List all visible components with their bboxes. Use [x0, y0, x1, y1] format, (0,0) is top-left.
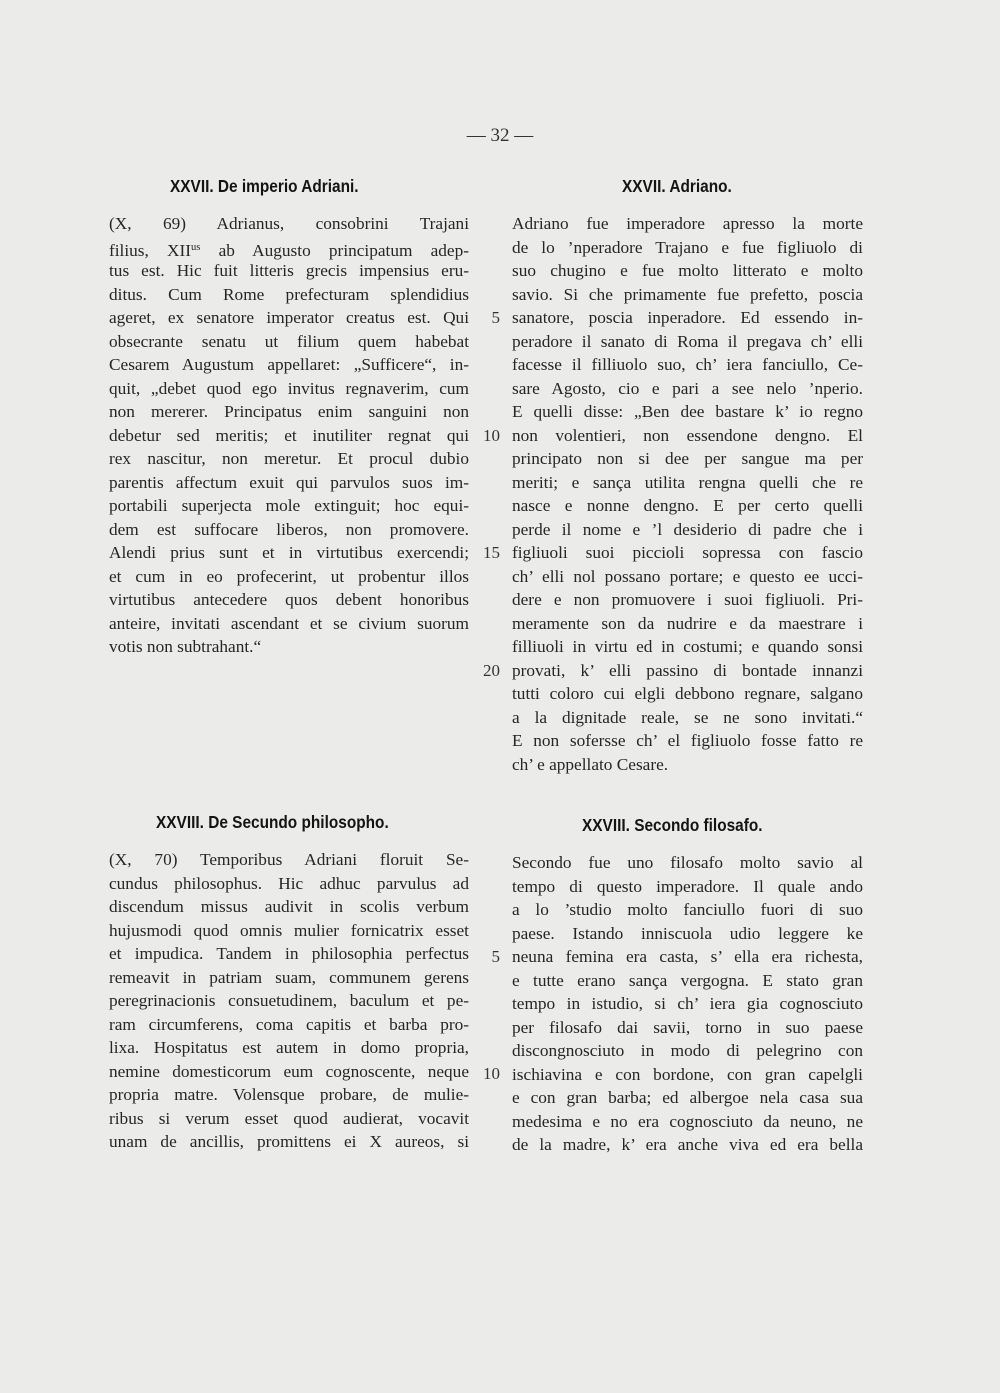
text-line: (X, 69) Adrianus, consobrini Trajani — [109, 214, 469, 233]
line-number: 5 — [491, 308, 500, 327]
latin-text-xxviii — [109, 848, 469, 1154]
text-line: perde il nome e ’l desiderio di padre che i — [512, 519, 863, 539]
text-line: nasce e nonne dengno. E per certo quelli — [512, 496, 863, 515]
text-line — [109, 236, 469, 260]
text-line: quit, „debet quod ego invitus regnaverim, cum — [109, 378, 469, 398]
text-line: tempo di questo imperadore. Il quale ando — [512, 876, 863, 896]
text-line: e tutte erano sança vergogna. E stato gran — [512, 970, 863, 990]
text-line: portabili superjecta mole extinguit; hoc equi- — [109, 496, 469, 515]
vernacular-text-xxvii — [512, 212, 863, 776]
line-number: 5 — [491, 947, 500, 966]
text-line: votis non subtrahant.“ — [109, 637, 262, 656]
text-line: de la madre, k’ era anche viva ed era bella — [512, 1135, 863, 1154]
line-number: 10 — [483, 426, 500, 445]
text-line: a lo ’studio molto fanciullo fuori di suo — [512, 900, 863, 919]
text-line: ch’ elli nol possano portare; e questo ee ucci- — [512, 566, 863, 586]
text-line: (X, 70) Temporibus Adriani floruit Se- — [109, 850, 469, 869]
text-fragment: filius, XII — [109, 240, 192, 260]
text-line: propria matre. Volensque probare, de mulie- — [109, 1085, 469, 1104]
text-line: meramente son da nudrire e da maestrare i — [512, 613, 863, 633]
text-line: a la dignitade reale, se ne sono invitati.“ — [512, 707, 863, 727]
latin-text-xxvii — [109, 212, 469, 659]
ordinal-superscript: us — [191, 241, 201, 253]
text-line: filliuoli in virtu ed in costumi; e quando sonsi — [512, 637, 863, 656]
text-line: E quelli disse: „Ben dee bastare k’ io regno — [512, 402, 863, 421]
text-line: tempo in istudio, si ch’ iera gia cognosciuto — [512, 994, 863, 1013]
text-line: remeavit in patriam suam, communem gerens — [109, 967, 469, 987]
text-line: sanatore, poscia inperadore. Ed essendo in- — [512, 308, 863, 327]
text-line: figliuoli suoi piccioli sopressa con fascio — [512, 543, 863, 562]
line-number: 15 — [483, 543, 500, 562]
text-line: ribus si verum esset quod audierat, vocavit — [109, 1108, 469, 1128]
text-line: lixa. Hospitatus est autem in domo propria, — [109, 1038, 469, 1057]
text-line: de lo ’nperadore Trajano e fue figliuolo di — [512, 237, 863, 257]
text-line: neuna femina era casta, s’ ella era richesta, — [512, 947, 863, 966]
text-line: ischiavina e con bordone, con gran capelgli — [512, 1064, 863, 1084]
text-fragment: ab Augusto principatum adep- — [200, 240, 470, 260]
text-line: dem est suffocare liberos, non promovere. — [109, 519, 469, 539]
text-line: discendum missus audivit in scolis verbum — [109, 897, 469, 916]
page-number: — 32 — — [466, 125, 534, 146]
text-line: Alendi prius sunt et in virtutibus exercendi; — [109, 543, 469, 562]
text-line: virtutibus antecedere quos debent honoribus — [109, 590, 469, 609]
vernacular-heading-xxviii: XXVIII. Secondo filosafo. — [582, 815, 763, 835]
text-line: peradore il sanato di Roma il pregava ch’ elli — [512, 331, 863, 351]
text-line: sare Agosto, cio e pari a see nelo ’nperio. — [512, 378, 863, 398]
text-line: nemine domesticorum eum cognoscente, neque — [109, 1061, 469, 1081]
text-line: peregrinacionis consuetudinem, baculum et pe- — [109, 991, 469, 1010]
text-line: et impudica. Tandem in philosophia perfectus — [109, 944, 469, 963]
text-line: anteire, invitati ascendant et se civium suorum — [109, 613, 469, 633]
text-line: non volentieri, non essendone dengno. El — [512, 425, 863, 445]
text-line: discongnosciuto in modo di pelegrino con — [512, 1041, 863, 1060]
text-line: principato non si dee per sangue ma per — [512, 449, 863, 468]
text-line: paese. Istando inniscuola udio leggere ke — [512, 923, 863, 943]
text-line: non mererer. Principatus enim sanguini non — [109, 402, 469, 421]
text-line: obsecrante senatu ut filium quem habebat — [109, 331, 469, 351]
text-line: ram circumferens, coma capitis et barba pro- — [109, 1014, 469, 1034]
text-line: tutti coloro cui elgli debbono regnare, salgano — [512, 684, 863, 703]
text-line: debetur sed meritis; et inutiliter regnat qui — [109, 425, 469, 445]
text-line: meriti; e sança utilita rengna quelli che re — [512, 472, 863, 492]
text-line: cundus philosophus. Hic adhuc parvulus ad — [109, 873, 469, 893]
line-number: 10 — [483, 1064, 500, 1083]
text-line: Adriano fue imperadore apresso la morte — [512, 214, 863, 233]
text-line: ditus. Cum Rome prefecturam splendidius — [109, 284, 469, 304]
text-line: provati, k’ elli passino di bontade innanzi — [512, 660, 863, 680]
latin-heading-xxvii: XXVII. De imperio Adriani. — [170, 176, 359, 196]
text-line: unam de ancillis, promittens ei X aureos, si — [109, 1132, 469, 1151]
text-line: ch’ e appellato Cesare. — [512, 754, 669, 774]
text-line: E non sofersse ch’ el figliuolo fosse fatto re — [512, 731, 863, 750]
text-line: suo chugino e fue molto litterato e molto — [512, 261, 863, 280]
text-line: dere e non promuovere i suoi figliuoli. Pri- — [512, 590, 863, 609]
text-line: per filosafo dai savii, torno in suo paese — [512, 1017, 863, 1037]
latin-heading-xxviii: XXVIII. De Secundo philosopho. — [156, 812, 389, 832]
text-line: Cesarem Augustum appellaret: „Sufficere“, in- — [109, 355, 469, 374]
text-line: hujusmodi quod omnis mulier fornicatrix esset — [109, 920, 469, 940]
text-line: Secondo fue uno filosafo molto savio al — [512, 853, 863, 872]
text-line: tus est. Hic fuit litteris grecis impensius eru- — [109, 261, 469, 280]
vernacular-text-xxviii — [512, 851, 863, 1157]
text-line: medesima e no era cognosciuto da neuno, ne — [512, 1111, 863, 1131]
text-line: parentis affectum exuit qui parvulos suos im- — [109, 472, 469, 492]
vernacular-heading-xxvii: XXVII. Adriano. — [622, 176, 732, 196]
text-line: ageret, ex senatore imperator creatus est. Qui — [109, 308, 469, 327]
text-line: e con gran barba; ed albergoe nela casa sua — [512, 1088, 863, 1107]
text-line: et cum in eo profecerint, ut probentur illos — [109, 566, 469, 586]
text-line: rex nascitur, non meretur. Et procul dubio — [109, 449, 469, 468]
text-line: savio. Si che primamente fue prefetto, poscia — [512, 284, 863, 304]
text-line: facesse il filliuolo suo, ch’ iera fanciullo, Ce- — [512, 355, 863, 374]
line-number: 20 — [483, 661, 500, 680]
